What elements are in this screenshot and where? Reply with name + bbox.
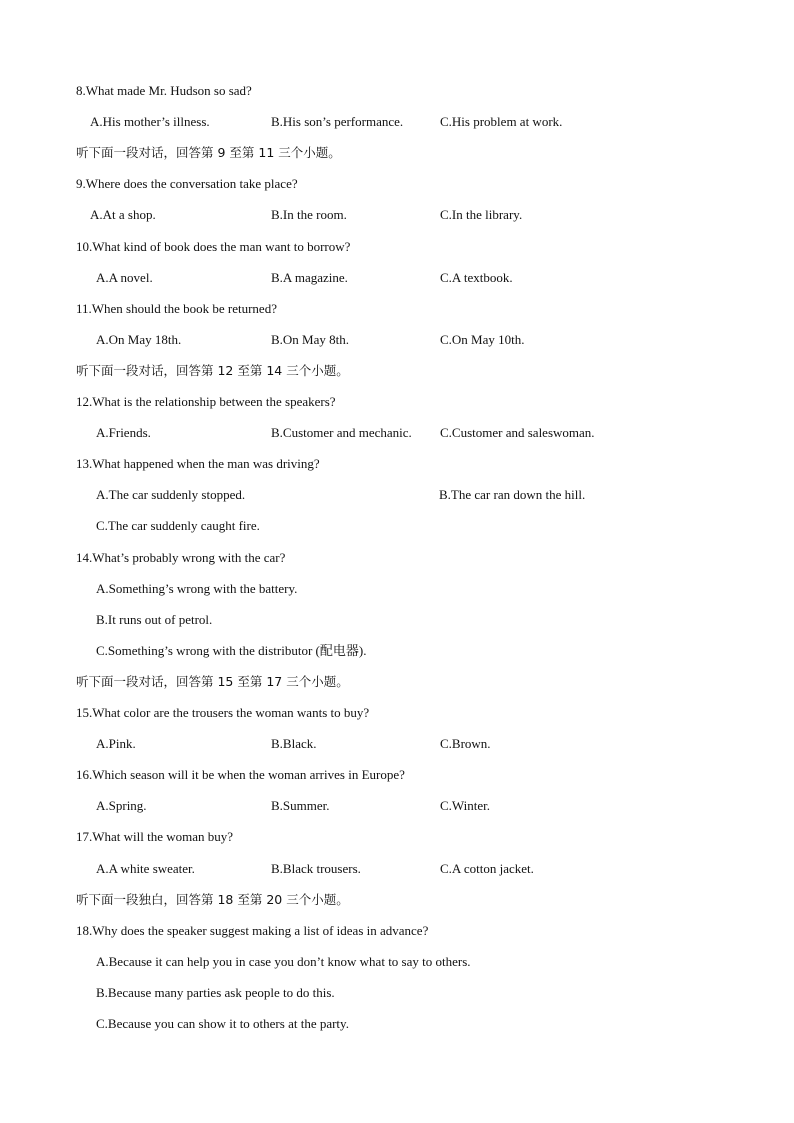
- option-c: C.On May 10th.: [440, 331, 525, 347]
- option-c: C.His problem at work.: [440, 114, 563, 130]
- option-c: C.Brown.: [440, 736, 491, 752]
- options-row: [0, 796, 794, 816]
- question-text: 14.What’s probably wrong with the car?: [76, 549, 286, 565]
- option-line: [0, 610, 794, 630]
- option: A.Something’s wrong with the battery.: [96, 580, 298, 596]
- section-instruction: 听下面一段对话，回答第 9 至第 11 三个小题。: [76, 145, 341, 161]
- option-line: [0, 983, 794, 1003]
- option-b: B.Summer.: [271, 798, 330, 814]
- option-b: B.His son’s performance.: [271, 114, 404, 130]
- question-text: 17.What will the woman buy?: [76, 829, 234, 845]
- question-text: 13.What happened when the man was driving?: [76, 456, 320, 472]
- section-instruction: 听下面一段独白，回答第 18 至第 20 三个小题。: [76, 891, 349, 907]
- option-b: B.Black.: [271, 736, 317, 752]
- question-text: 11.When should the book be returned?: [76, 300, 277, 316]
- option: B.It runs out of petrol.: [96, 611, 213, 627]
- option-line: [0, 952, 794, 972]
- question-text: 16.Which season will it be when the woman arrives in Europe?: [76, 767, 405, 783]
- option-a: A.Spring.: [96, 798, 147, 814]
- option-line: [0, 579, 794, 599]
- option-c: C.Winter.: [440, 798, 491, 814]
- options-row: [0, 734, 794, 754]
- question-text: 18.Why does the speaker suggest making a list of ideas in advance?: [76, 922, 429, 938]
- options-row: [0, 205, 794, 225]
- option-line: [0, 516, 794, 536]
- option-a: A.The car suddenly stopped.: [96, 487, 246, 503]
- option-b: B.A magazine.: [271, 269, 348, 285]
- question-text: 9.Where does the conversation take place?: [76, 176, 298, 192]
- option-b: B.On May 8th.: [271, 331, 349, 347]
- option-a: A.Pink.: [96, 736, 136, 752]
- option-a: A.Friends.: [96, 425, 151, 441]
- section-instruction: 听下面一段对话，回答第 12 至第 14 三个小题。: [76, 362, 349, 378]
- option-b: B.The car ran down the hill.: [439, 487, 586, 503]
- options-row: [0, 423, 794, 443]
- question-text: 8.What made Mr. Hudson so sad?: [76, 83, 252, 98]
- option-a: A.A novel.: [96, 269, 153, 285]
- question-text: 15.What color are the trousers the woman wants to buy?: [76, 705, 370, 720]
- option-a: A.On May 18th.: [96, 331, 182, 347]
- option-line: [0, 641, 794, 661]
- option-c: C.A textbook.: [440, 269, 513, 285]
- option-a: A.At a shop.: [90, 207, 156, 223]
- option-b: B.Customer and mechanic.: [271, 425, 412, 441]
- options-row: [0, 330, 794, 350]
- question-text: 10.What kind of book does the man want to borrow?: [76, 238, 351, 254]
- option-c: C.A cotton jacket.: [440, 860, 534, 876]
- option: C.The car suddenly caught fire.: [96, 518, 260, 534]
- options-row: [0, 485, 794, 505]
- option: A.Because it can help you in case you don’t know what to say to others.: [96, 953, 471, 969]
- options-row: [0, 859, 794, 879]
- option: B.Because many parties ask people to do this.: [96, 984, 335, 1000]
- option-a: A.His mother’s illness.: [90, 114, 210, 130]
- option-c: C.In the library.: [440, 207, 523, 223]
- option-c: C.Customer and saleswoman.: [440, 425, 595, 441]
- question-text: 12.What is the relationship between the speakers?: [76, 394, 336, 409]
- option-line: [0, 1014, 794, 1034]
- option: C.Something’s wrong with the distributor (配电器).: [96, 642, 367, 658]
- option-b: B.Black trousers.: [271, 860, 361, 876]
- section-instruction: 听下面一段对话，回答第 15 至第 17 三个小题。: [76, 673, 349, 689]
- option-a: A.A white sweater.: [96, 860, 195, 876]
- option-b: B.In the room.: [271, 207, 347, 223]
- option: C.Because you can show it to others at the party.: [96, 1016, 349, 1031]
- options-row: [0, 268, 794, 288]
- options-row: [0, 112, 794, 132]
